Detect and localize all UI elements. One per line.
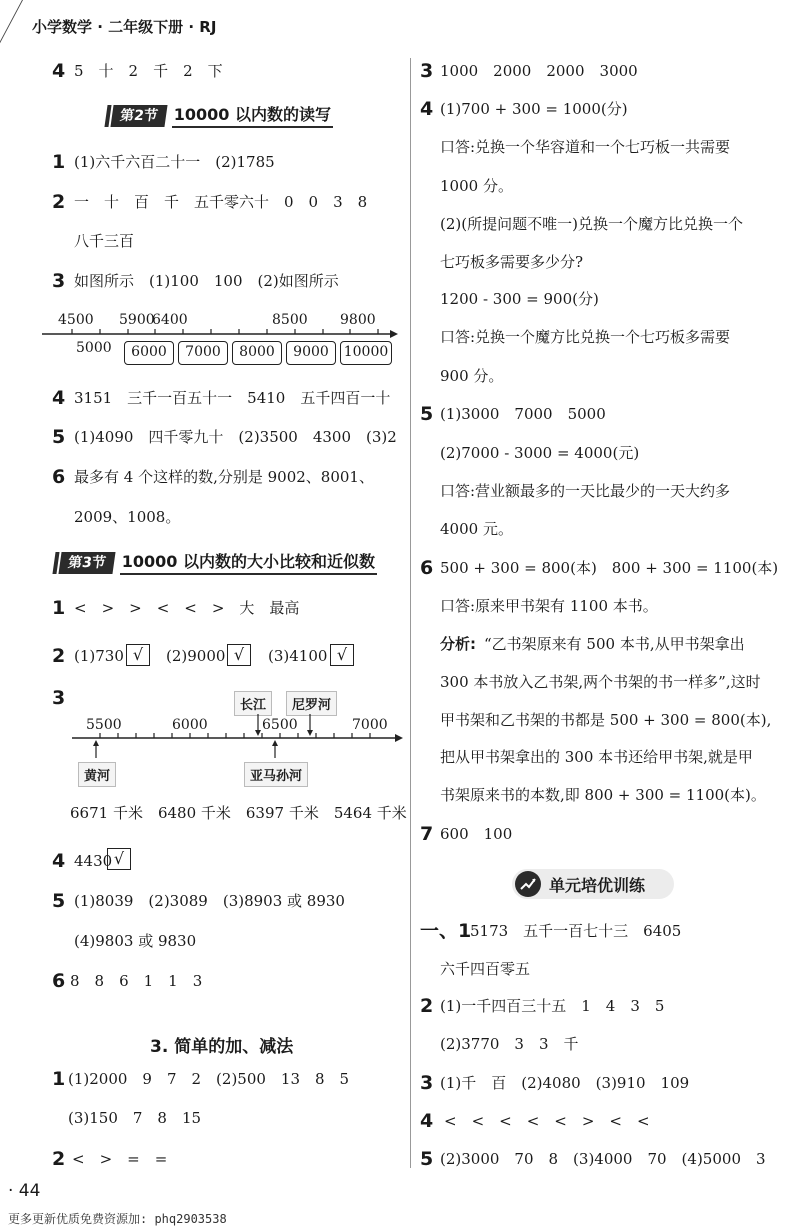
number-line-label: 8500 — [272, 312, 308, 328]
question-number: 6 — [52, 466, 66, 488]
question-number: 一、1 — [420, 920, 472, 942]
number-line-answer-box: 10000 — [340, 341, 392, 365]
label-amazon: 亚马孙河 — [244, 762, 308, 787]
number-line-label: 5500 — [86, 717, 122, 733]
number-line-label: 7000 — [352, 717, 388, 733]
question-number: 2 — [52, 645, 66, 667]
question-number: 4 — [420, 1110, 434, 1132]
analysis-label: 分析: — [440, 635, 476, 653]
answer-text: 4430 — [74, 852, 113, 870]
check-box: √ — [330, 644, 354, 666]
question-number: 1 — [52, 151, 66, 173]
answer-text: 七巧板多需要多少分? — [440, 253, 584, 271]
question-number: 3 — [420, 60, 434, 82]
section-title: 10000 以内数的大小比较和近似数 — [120, 552, 377, 575]
answer-text: 书架原来书的本数,即 800 + 300 = 1100(本)。 — [440, 786, 766, 804]
number-line-label: 9800 — [340, 312, 376, 328]
answer-text: (3)150 7 8 15 — [68, 1109, 202, 1127]
number-line-answer-box: 6000 — [124, 341, 174, 365]
question-number: 5 — [52, 426, 66, 448]
answer-text: (2)3000 70 8 (3)4000 70 (4)5000 3 — [440, 1150, 766, 1168]
number-line-2 — [70, 706, 410, 764]
answer-text: 口答:兑换一个华容道和一个七巧板一共需要 — [440, 138, 731, 156]
answer-text: (1)千 百 (2)4080 (3)910 109 — [440, 1074, 690, 1092]
question-number: 1 — [52, 1068, 66, 1090]
answer-text: 1000 2000 2000 3000 — [440, 62, 638, 80]
label-nile: 尼罗河 — [286, 691, 337, 716]
answer-text: 300 本书放入乙书架,两个书架的书一样多”,这时 — [440, 673, 761, 691]
answer-text: (1)六千六百二十一 (2)1785 — [74, 153, 275, 171]
answer-text: (1)700 + 300 = 1000(分) — [440, 100, 628, 118]
question-number: 4 — [52, 387, 66, 409]
answer-text: 1000 分。 — [440, 177, 513, 195]
unit-title: 单元培优训练 — [549, 875, 646, 895]
answer-text: (2)9000 — [166, 647, 226, 665]
question-number: 3 — [52, 270, 66, 292]
question-number: 7 — [420, 823, 434, 845]
answer-text: 1200 - 300 = 900(分) — [440, 290, 599, 308]
page-number: · 44 — [8, 1181, 41, 1201]
question-number: 4 — [52, 850, 66, 872]
answer-text: 八千三百 — [74, 232, 135, 250]
question-number: 6 — [420, 557, 434, 579]
number-line-answer-box: 8000 — [232, 341, 282, 365]
column-divider — [410, 58, 411, 1168]
number-line-label: 6000 — [172, 717, 208, 733]
answer-text: 5173 五千一百七十三 6405 — [470, 922, 682, 940]
answer-text: 6671 千米 6480 千米 6397 千米 5464 千米 — [70, 804, 407, 822]
question-number: 3 — [52, 687, 66, 709]
answer-text: < > = = — [72, 1150, 168, 1168]
answer-text: < < < < < > < < — [444, 1112, 650, 1130]
answer-text: 900 分。 — [440, 367, 504, 385]
answer-text: 口答:原来甲书架有 1100 本书。 — [440, 597, 658, 615]
answer-text: 最多有 4 个这样的数,分别是 9002、8001、 — [74, 468, 374, 486]
answer-text: “乙书架原来有 500 本书,从甲书架拿出 — [484, 635, 745, 653]
page-header-title: 小学数学 · 二年级下册 · RJ — [32, 18, 217, 36]
answer-text: (2)(所提问题不唯一)兑换一个魔方比兑换一个 — [440, 215, 743, 233]
answer-text: (1)8039 (2)3089 (3)8903 或 8930 — [74, 892, 345, 910]
number-line-label: 5000 — [76, 340, 112, 356]
page-corner-mark — [0, 0, 23, 44]
answer-text: 4000 元。 — [440, 520, 513, 538]
answer-text: 如图所示 (1)100 100 (2)如图所示 — [74, 272, 339, 290]
answer-text: 8 8 6 1 1 3 — [70, 972, 203, 990]
answer-text: (1)3000 7000 5000 — [440, 405, 606, 423]
question-number: 2 — [420, 995, 434, 1017]
answer-text: 口答:兑换一个魔方比兑换一个七巧板多需要 — [440, 328, 731, 346]
check-box: √ — [126, 644, 150, 666]
answer-text: 500 + 300 = 800(本) 800 + 300 = 1100(本) — [440, 559, 779, 577]
label-changjiang: 长江 — [234, 691, 272, 716]
answer-text: 600 100 — [440, 825, 513, 843]
unit-training-header — [512, 869, 674, 899]
question-number: 4 — [420, 98, 434, 120]
number-line-label: 6500 — [262, 717, 298, 733]
question-number: 5 — [52, 890, 66, 912]
question-number: 4 — [52, 60, 66, 82]
number-line-label: 6400 — [152, 312, 188, 328]
number-line-label: 5900 — [119, 312, 155, 328]
answer-text: 5 十 2 千 2 下 — [74, 62, 223, 80]
section-3-header — [60, 552, 377, 574]
question-number: 2 — [52, 191, 66, 213]
answer-text: 一 十 百 千 五千零六十 0 0 3 8 — [74, 193, 368, 211]
section-title: 10000 以内数的读写 — [172, 105, 333, 128]
question-number: 5 — [420, 1148, 434, 1170]
question-number: 3 — [420, 1072, 434, 1094]
answer-text: 把从甲书架拿出的 300 本书还给甲书架,就是甲 — [440, 748, 753, 766]
answer-text: 2009、1008。 — [74, 508, 181, 526]
section-badge: 第2节 — [110, 105, 167, 127]
question-number: 5 — [420, 403, 434, 425]
answer-text: 甲书架和乙书架的书都是 500 + 300 = 800(本), — [440, 711, 772, 729]
answer-text: 3151 三千一百五十一 5410 五千四百一十 — [74, 389, 391, 407]
label-huanghe: 黄河 — [78, 762, 116, 787]
section-badge: 第3节 — [58, 552, 115, 574]
question-number: 6 — [52, 970, 66, 992]
trend-chart-icon — [515, 871, 541, 897]
answer-text: (1)4090 四千零九十 (2)3500 4300 (3)2 — [74, 428, 397, 446]
footer-note: 更多更新优质免费资源加: phq2903538 — [8, 1212, 227, 1226]
answer-text: (1)2000 9 7 2 (2)500 13 8 5 — [68, 1070, 350, 1088]
check-box: √ — [107, 848, 131, 870]
answer-text: (1)730 — [74, 647, 124, 665]
question-number: 1 — [52, 597, 66, 619]
section-2-header — [112, 105, 333, 127]
number-line-answer-box: 9000 — [286, 341, 336, 365]
chapter-title: 3. 简单的加、减法 — [150, 1037, 294, 1057]
number-line-answer-box: 7000 — [178, 341, 228, 365]
answer-text: < > > < < > 大 最高 — [74, 599, 300, 617]
check-box: √ — [227, 644, 251, 666]
question-number: 2 — [52, 1148, 66, 1170]
answer-text: (4)9803 或 9830 — [74, 932, 197, 950]
answer-text: 六千四百零五 — [440, 960, 531, 978]
answer-text: (2)7000 - 3000 = 4000(元) — [440, 444, 640, 462]
answer-text: (2)3770 3 3 千 — [440, 1035, 579, 1053]
number-line-label: 4500 — [58, 312, 94, 328]
answer-text: (1)一千四百三十五 1 4 3 5 — [440, 997, 665, 1015]
answer-text: (3)4100 — [268, 647, 328, 665]
answer-text: 口答:营业额最多的一天比最少的一天大约多 — [440, 482, 731, 500]
